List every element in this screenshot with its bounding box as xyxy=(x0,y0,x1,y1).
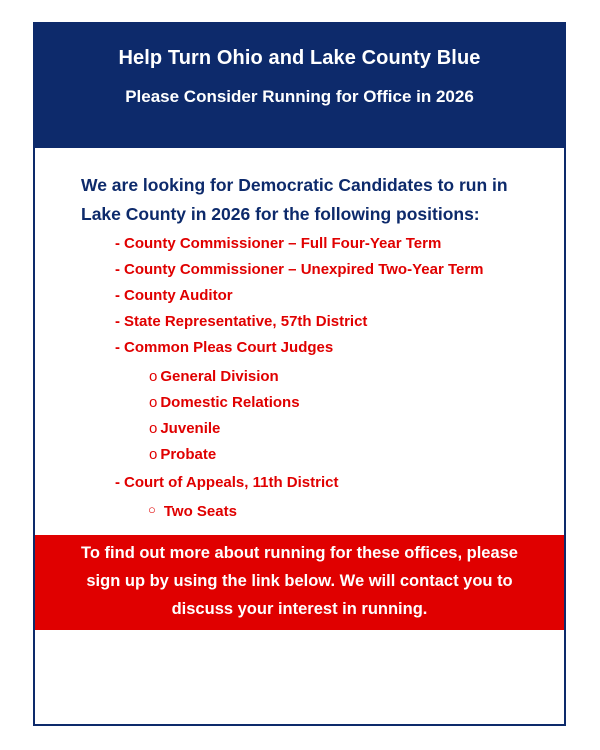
position-label: County Commissioner – Full Four-Year Term xyxy=(124,235,442,252)
court-division-item xyxy=(149,394,300,411)
flyer-header xyxy=(35,24,564,148)
header-title: Help Turn Ohio and Lake County Blue xyxy=(118,47,481,69)
bullet-marker: o xyxy=(149,446,158,463)
position-label: County Auditor xyxy=(124,287,233,304)
dash-marker: - xyxy=(115,261,120,278)
court-division-label: General Division xyxy=(160,368,279,385)
court-division-label: Juvenile xyxy=(160,420,221,437)
court-division-item xyxy=(149,420,220,437)
appeals-seats-label: Two Seats xyxy=(163,503,237,520)
header-subtitle: Please Consider Running for Office in 2026 xyxy=(125,87,474,106)
position-item xyxy=(115,235,441,252)
intro-line-2: Lake County in 2026 for the following positions: xyxy=(81,204,480,224)
position-item xyxy=(115,261,484,278)
recruitment-flyer xyxy=(33,22,566,726)
position-item xyxy=(115,339,333,356)
cta-line-3: discuss your interest in running. xyxy=(171,600,428,618)
dash-marker: - xyxy=(115,339,120,356)
court-division-item xyxy=(149,368,279,385)
cta-line-1: To find out more about running for these offices, please xyxy=(81,544,518,562)
position-label: Court of Appeals, 11th District xyxy=(124,474,339,491)
circle-bullet-icon: ○ xyxy=(148,502,156,517)
cta-line-2: sign up by using the link below. We will contact you to xyxy=(86,572,513,590)
intro-line-1: We are looking for Democratic Candidates to run in xyxy=(81,175,508,195)
position-label: County Commissioner – Unexpired Two-Year Term xyxy=(124,261,484,278)
bullet-marker: o xyxy=(149,394,158,411)
dash-marker: - xyxy=(115,287,120,304)
appeals-seats-item xyxy=(148,503,237,520)
dash-marker: - xyxy=(115,235,120,252)
position-item xyxy=(115,313,367,330)
dash-marker: - xyxy=(115,474,120,491)
position-label: Common Pleas Court Judges xyxy=(124,339,334,356)
position-item xyxy=(115,287,233,304)
dash-marker: - xyxy=(115,313,120,330)
intro-text xyxy=(81,171,551,229)
bullet-marker: o xyxy=(149,368,158,385)
position-label: State Representative, 57th District xyxy=(124,313,368,330)
bullet-marker: o xyxy=(149,420,158,437)
position-item xyxy=(115,474,338,491)
court-division-label: Domestic Relations xyxy=(160,394,300,411)
court-division-label: Probate xyxy=(160,446,217,463)
court-division-item xyxy=(149,446,216,463)
call-to-action-banner xyxy=(35,535,564,630)
